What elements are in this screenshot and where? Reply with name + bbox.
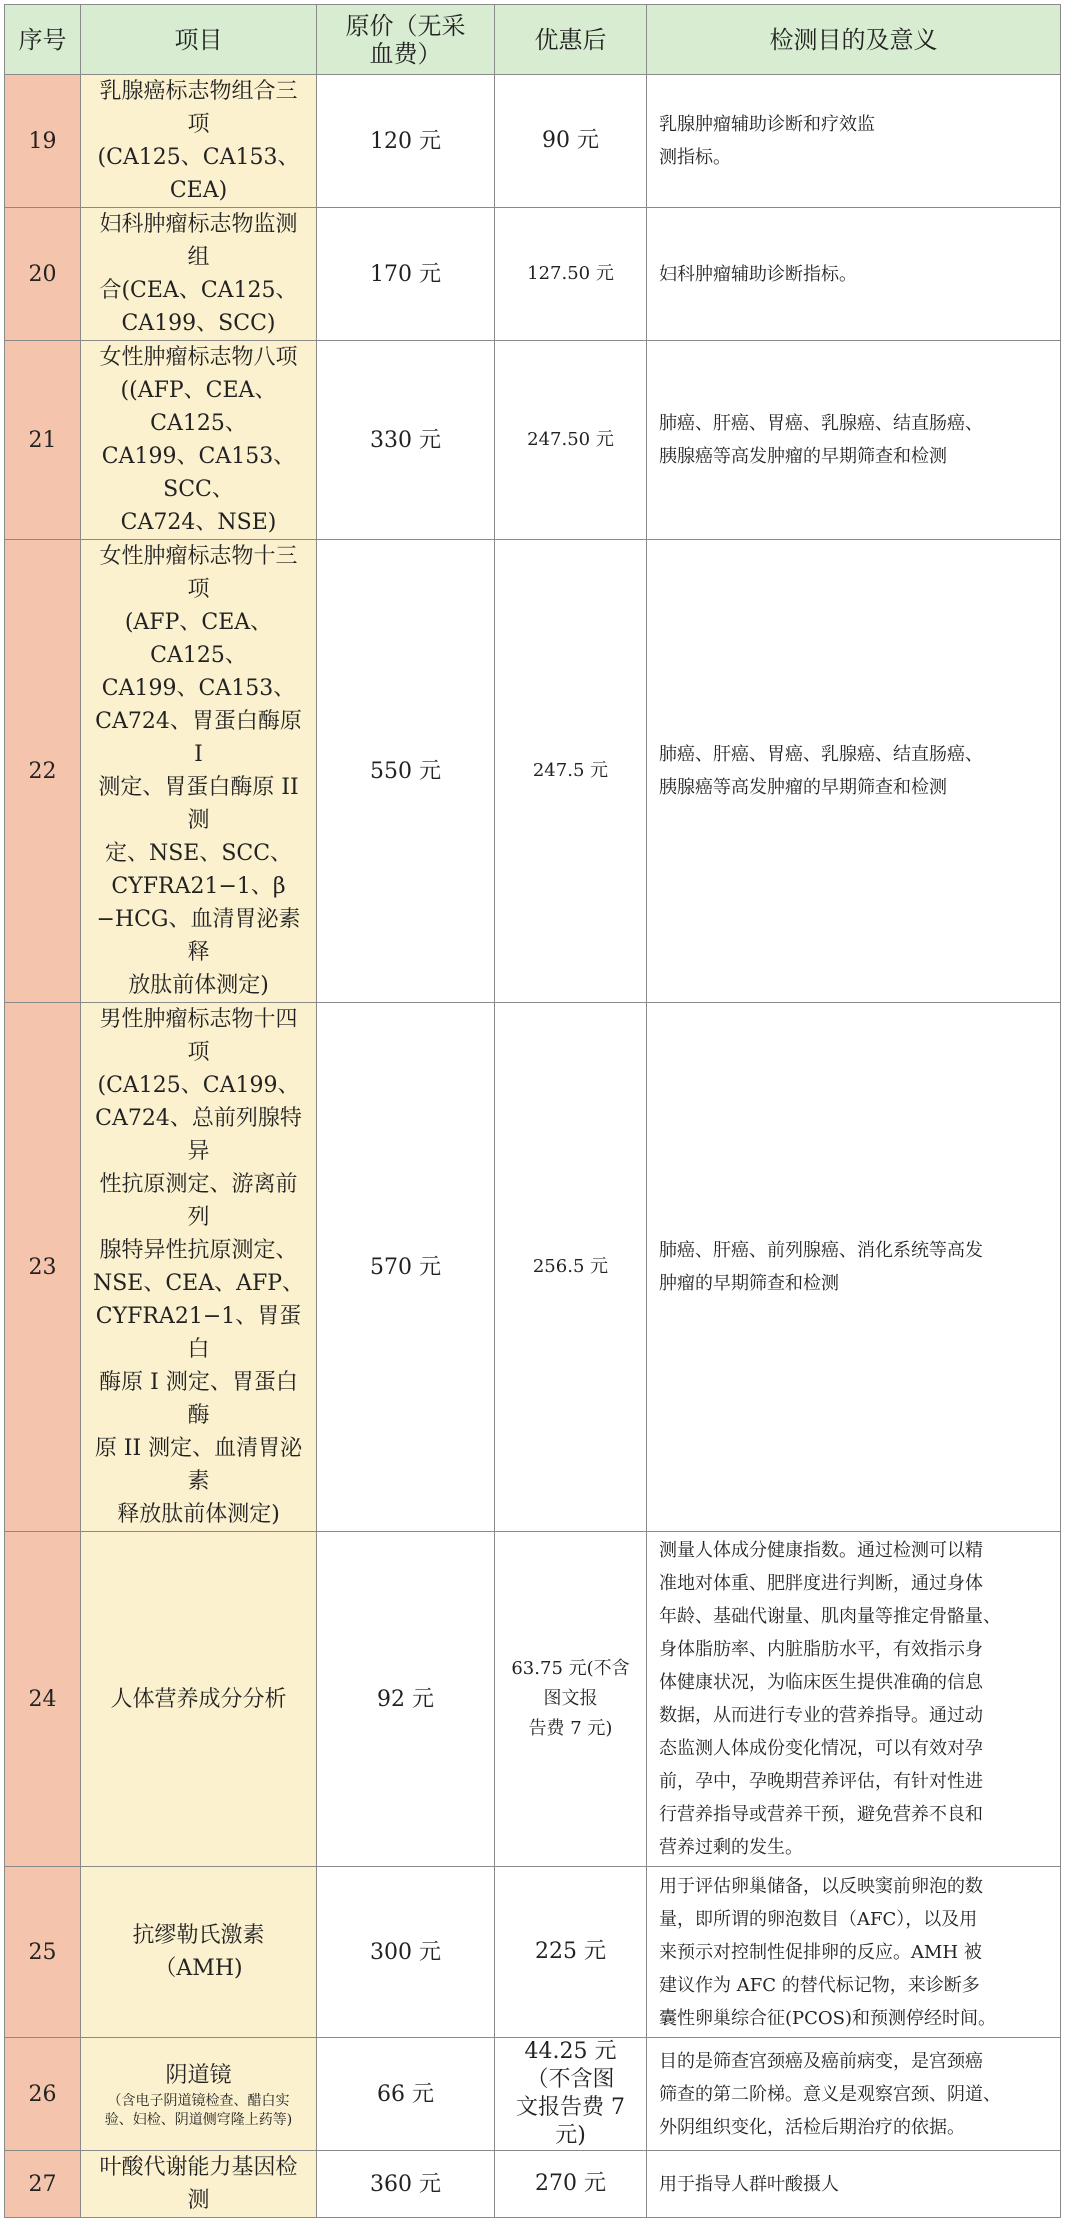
row-number: 20 xyxy=(5,208,81,341)
row-discount-price: 247.5 元 xyxy=(495,540,647,1003)
item-title: 阴道镜 xyxy=(165,2062,232,2088)
purpose-line: 营养过剩的发生。 xyxy=(659,1837,803,1858)
row-item xyxy=(81,2038,317,2151)
row-original-price: 92 元 xyxy=(317,1532,495,1867)
purpose-line: 准地对体重、肥胖度进行判断，通过身体 xyxy=(659,1573,983,1594)
purpose-line: 筛查的第二阶梯。意义是观察宫颈、阴道、 xyxy=(659,2083,1001,2105)
header-discount-price: 优惠后 xyxy=(495,5,647,75)
item-line: 男性肿瘤标志物十四项 xyxy=(99,1007,298,1065)
item-line: CA199、SCC) xyxy=(121,311,276,336)
row-discount-price: 127.50 元 xyxy=(495,208,647,341)
row-original-price: 550 元 xyxy=(317,540,495,1003)
discount-line: 44.25 元（不含图 xyxy=(524,2039,617,2092)
row-original-price: 300 元 xyxy=(317,1867,495,2038)
table-row xyxy=(5,341,1061,540)
row-discount-price: 270 元 xyxy=(495,2151,647,2218)
discount-line: 文报告费 7 元) xyxy=(516,2095,625,2148)
header-number: 序号 xyxy=(5,5,81,75)
row-purpose xyxy=(647,208,1061,341)
row-discount-price: 247.50 元 xyxy=(495,341,647,540)
discount-line: 63.75 元(不含图文报 xyxy=(511,1658,630,1709)
item-line: ((AFP、CEA、CA125、 xyxy=(120,378,277,436)
row-number: 19 xyxy=(5,75,81,208)
item-line: 女性肿瘤标志物八项 xyxy=(99,345,298,370)
item-line: 酶原 I 测定、胃蛋白酶 xyxy=(99,1370,298,1428)
purpose-line: 胰腺癌等高发肿瘤的早期筛查和检测 xyxy=(659,446,947,467)
header-original-price xyxy=(317,5,495,75)
purpose-line: 外阴组织变化，活检后期治疗的依据。 xyxy=(659,2116,965,2138)
item-line: 叶酸代谢能力基因检测 xyxy=(99,2155,298,2213)
item-line: CA199、CA153、 xyxy=(101,676,296,701)
purpose-line: 乳腺肿瘤辅助诊断和疗效监 xyxy=(659,114,875,135)
row-purpose xyxy=(647,2038,1061,2151)
header-purpose: 检测目的及意义 xyxy=(647,5,1061,75)
item-line: 定、NSE、SCC、 xyxy=(104,841,293,866)
purpose-line: 用于评估卵巢储备，以反映窦前卵泡的数 xyxy=(659,1875,983,1897)
purpose-line: 肿瘤的早期筛查和检测 xyxy=(659,1273,839,1294)
table-row xyxy=(5,1867,1061,2038)
row-number: 22 xyxy=(5,540,81,1003)
row-item xyxy=(81,208,317,341)
row-number: 27 xyxy=(5,2151,81,2218)
purpose-line: 行营养指导或营养干预，避免营养不良和 xyxy=(659,1804,983,1825)
row-purpose xyxy=(647,1003,1061,1532)
price-table xyxy=(4,4,1061,2218)
item-line: −HCG、血清胃泌素释 xyxy=(96,907,301,965)
row-purpose xyxy=(647,75,1061,208)
item-line: 合(CEA、CA125、 xyxy=(99,278,298,303)
item-line: CA724、总前列腺特异 xyxy=(95,1106,302,1164)
item-line: CYFRA21−1、β xyxy=(111,874,286,899)
row-purpose xyxy=(647,2151,1061,2218)
row-purpose xyxy=(647,540,1061,1003)
item-line: 放肽前体测定) xyxy=(128,973,269,998)
purpose-line: 体健康状况，为临床医生提供准确的信息 xyxy=(659,1672,983,1693)
item-line: 女性肿瘤标志物十三项 xyxy=(99,544,298,602)
row-discount-price: 90 元 xyxy=(495,75,647,208)
table-row xyxy=(5,208,1061,341)
table-row xyxy=(5,2038,1061,2151)
row-original-price: 120 元 xyxy=(317,75,495,208)
purpose-line: 肺癌、肝癌、前列腺癌、消化系统等高发 xyxy=(659,1240,983,1261)
purpose-line: 目的是筛查宫颈癌及癌前病变，是宫颈癌 xyxy=(659,2050,983,2072)
row-discount-price xyxy=(495,2038,647,2151)
row-purpose xyxy=(647,1867,1061,2038)
row-item xyxy=(81,75,317,208)
row-original-price: 66 元 xyxy=(317,2038,495,2151)
row-original-price: 360 元 xyxy=(317,2151,495,2218)
item-line: (CA125、CA153、CEA) xyxy=(97,145,300,203)
item-line: 乳腺癌标志物组合三项 xyxy=(99,79,298,137)
table-row xyxy=(5,1003,1061,1532)
row-item xyxy=(81,2151,317,2218)
purpose-line: 测指标。 xyxy=(659,147,731,168)
purpose-line: 身体脂肪率、内脏脂肪水平，有效指示身 xyxy=(659,1639,983,1660)
row-item xyxy=(81,1867,317,2038)
purpose-line: 量，即所谓的卵泡数目（AFC），以及用 xyxy=(659,1908,978,1930)
item-line: 腺特异性抗原测定、 xyxy=(99,1238,298,1263)
purpose-line: 测量人体成分健康指数。通过检测可以精 xyxy=(659,1540,983,1561)
purpose-line: 妇科肿瘤辅助诊断指标。 xyxy=(659,263,857,285)
item-line: 人体营养成分分析 xyxy=(110,1686,287,1712)
purpose-line: 来预示对控制性促排卵的反应。AMH 被 xyxy=(659,1941,982,1963)
item-line: 妇科肿瘤标志物监测组 xyxy=(99,212,298,270)
row-original-price: 570 元 xyxy=(317,1003,495,1532)
purpose-line: 前，孕中，孕晚期营养评估，有针对性进 xyxy=(659,1771,983,1792)
item-note-line: 验、妇检、阴道侧穹隆上药等) xyxy=(104,2111,293,2128)
item-line: CA199、CA153、SCC、 xyxy=(101,444,296,502)
header-original-price-line2: 血费） xyxy=(369,39,442,68)
table-row xyxy=(5,75,1061,208)
row-number: 25 xyxy=(5,1867,81,2038)
item-line: CYFRA21−1、胃蛋白 xyxy=(95,1304,302,1362)
header-item: 项目 xyxy=(81,5,317,75)
purpose-line: 用于指导人群叶酸摄人 xyxy=(659,2173,839,2195)
item-line: CA724、胃蛋白酶原 I xyxy=(95,709,302,767)
header-original-price-line1: 原价（无采 xyxy=(345,11,466,40)
row-number: 24 xyxy=(5,1532,81,1867)
item-line: (AFP、CEA、CA125、 xyxy=(124,610,273,668)
purpose-line: 肺癌、肝癌、胃癌、乳腺癌、结直肠癌、 xyxy=(659,744,983,765)
purpose-line: 态监测人体成份变化情况，可以有效对孕 xyxy=(659,1738,983,1759)
item-line: 释放肽前体测定) xyxy=(117,1502,280,1527)
purpose-line: 数据，从而进行专业的营养指导。通过动 xyxy=(659,1705,983,1726)
row-discount-price: 256.5 元 xyxy=(495,1003,647,1532)
purpose-line: 囊性卵巢综合征(PCOS)和预测停经时间。 xyxy=(659,2007,997,2029)
row-discount-price xyxy=(495,1532,647,1867)
row-number: 26 xyxy=(5,2038,81,2151)
item-line: (CA125、CA199、 xyxy=(97,1073,300,1098)
row-purpose xyxy=(647,1532,1061,1867)
purpose-line: 年龄、基础代谢量、肌肉量等推定骨骼量、 xyxy=(659,1606,1001,1627)
row-discount-price: 225 元 xyxy=(495,1867,647,2038)
item-line: NSE、CEA、AFP、 xyxy=(92,1271,305,1296)
row-item xyxy=(81,540,317,1003)
item-line: 原 II 测定、血清胃泌素 xyxy=(94,1436,303,1494)
purpose-line: 建议作为 AFC 的替代标记物，来诊断多 xyxy=(659,1974,980,1996)
table-header-row xyxy=(5,5,1061,75)
item-line: 性抗原测定、游离前列 xyxy=(99,1172,298,1230)
discount-line: 告费 7 元) xyxy=(528,1718,613,1739)
row-original-price: 330 元 xyxy=(317,341,495,540)
item-note-line: （含电子阴道镜检查、醋白实 xyxy=(107,2092,290,2109)
table-row xyxy=(5,540,1061,1003)
price-table-sheet xyxy=(4,4,1060,2218)
row-number: 21 xyxy=(5,341,81,540)
item-line: 抗缪勒氏激素（AMH) xyxy=(132,1923,265,1981)
purpose-line: 胰腺癌等高发肿瘤的早期筛查和检测 xyxy=(659,777,947,798)
item-line: 测定、胃蛋白酶原 II 测 xyxy=(98,775,299,833)
purpose-line: 肺癌、肝癌、胃癌、乳腺癌、结直肠癌、 xyxy=(659,413,983,434)
row-item xyxy=(81,341,317,540)
row-item xyxy=(81,1532,317,1867)
row-original-price: 170 元 xyxy=(317,208,495,341)
row-number: 23 xyxy=(5,1003,81,1532)
table-row xyxy=(5,1532,1061,1867)
row-purpose xyxy=(647,341,1061,540)
item-line: CA724、NSE) xyxy=(120,510,277,535)
row-item xyxy=(81,1003,317,1532)
table-row xyxy=(5,2151,1061,2218)
